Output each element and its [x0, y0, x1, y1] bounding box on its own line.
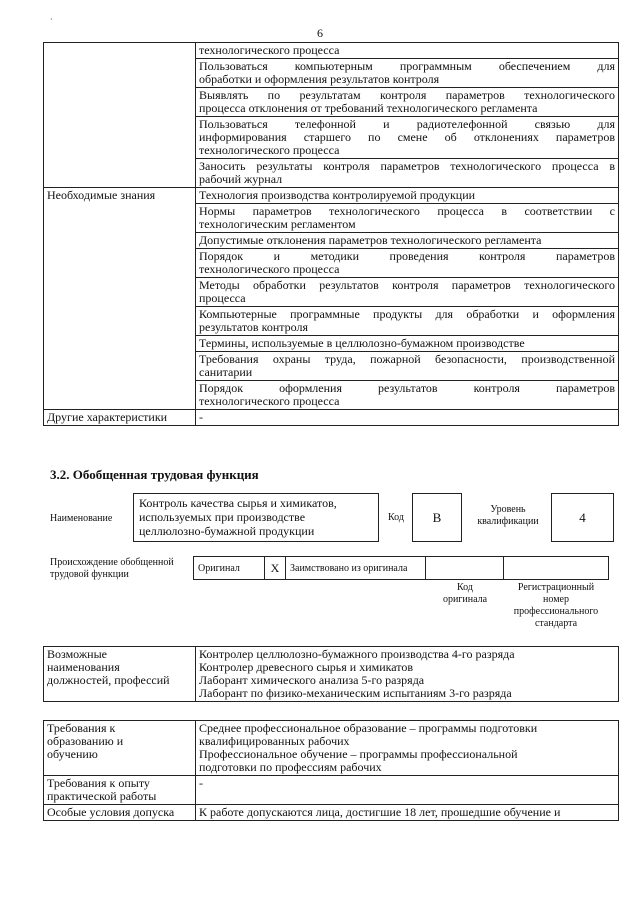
text-line: Методы обработки результатов контроля параметров технологического	[199, 278, 615, 292]
text-line: Профессиональное обучение – программы профессиональной	[199, 747, 518, 761]
row-value	[196, 336, 619, 352]
row-value	[196, 805, 619, 821]
text-line: Порядок оформления результатов контроля параметров	[199, 381, 615, 395]
row-value	[196, 117, 619, 159]
text-line: образованию и	[47, 734, 124, 748]
text-line: Нормы параметров технологического процесса в соответствии с	[199, 204, 615, 218]
function-name-line: Контроль качества сырья и химикатов,	[139, 496, 337, 510]
row-label: Другие характеристики	[44, 410, 196, 426]
function-name-line: используемых при производстве	[139, 510, 306, 524]
table-row	[44, 188, 619, 204]
text-line: процесса отклонения от требований технологического регламента	[199, 101, 538, 115]
original-code-caption	[434, 582, 496, 606]
row-value	[196, 233, 619, 249]
text-line: технологического процесса	[199, 394, 340, 408]
text-line: обучению	[47, 747, 98, 761]
row-label	[44, 805, 196, 821]
text-line: Заносить результаты контроля параметров технологического процесса в	[199, 159, 615, 173]
level-label	[468, 504, 548, 528]
positions-list	[196, 647, 619, 702]
table-row	[44, 410, 619, 426]
row-value	[196, 410, 619, 426]
code-value-box	[412, 493, 462, 542]
level-label-line: квалификации	[477, 516, 539, 527]
caption-line: Регистрационный	[517, 582, 595, 593]
text-line: практической работы	[47, 789, 157, 803]
skills-knowledge-table	[43, 42, 619, 426]
text-line: технологического процесса	[199, 43, 340, 57]
caption-line: оригинала	[442, 594, 488, 605]
row-value	[196, 43, 619, 59]
row-value	[196, 188, 619, 204]
text-line: технологического процесса	[199, 262, 340, 276]
origin-label-line: Происхождение обобщенной	[50, 557, 174, 568]
text-line: Особые условия допуска	[47, 805, 175, 819]
registration-number-caption	[503, 582, 609, 630]
text-line: технологическим регламентом	[199, 217, 356, 231]
text-line: Пользоваться компьютерным программным обеспечением для	[199, 59, 615, 73]
section-title: 3.2. Обобщенная трудовая функция	[50, 467, 259, 482]
positions-table	[43, 646, 619, 702]
text-line: Технология производства контролируемой продукции	[199, 188, 476, 202]
text-line: технологического процесса	[199, 143, 340, 157]
text-line: квалифицированных рабочих	[199, 734, 350, 748]
caption-line: стандарта	[534, 618, 578, 629]
original-code-cell	[426, 557, 504, 580]
row-value	[196, 249, 619, 278]
name-label: Наименование	[50, 513, 113, 524]
text-line: Требования к	[47, 721, 116, 735]
text-line: процесса	[199, 291, 246, 305]
text-line: Порядок и методики проведения контроля параметров	[199, 249, 615, 263]
row-value	[196, 59, 619, 88]
scan-dot: ·	[50, 15, 53, 24]
origin-label-line: трудовой функции	[50, 569, 129, 580]
position-item: Лаборант химического анализа 5-го разряда	[199, 673, 425, 687]
text-line: информирования старшего по смене об отклонениях параметров	[199, 130, 615, 144]
row-value	[196, 352, 619, 381]
table-row	[44, 805, 619, 821]
row-value	[196, 776, 619, 805]
text-line: -	[199, 776, 203, 790]
caption-line: профессионального	[513, 606, 599, 617]
table-row	[44, 43, 619, 59]
registration-number-cell	[504, 557, 609, 580]
position-item: Лаборант по физико-механическим испытаниям 3-го разряда	[199, 686, 512, 700]
caption-line: Код	[457, 582, 473, 593]
text-line: К работе допускаются лица, достигшие 18 лет, прошедшие обучение и	[199, 805, 561, 819]
text-line: Пользоваться телефонной и радиотелефонной связью для	[199, 117, 615, 131]
row-value	[196, 278, 619, 307]
function-name-box	[133, 493, 379, 542]
function-name-line: целлюлозно-бумажной продукции	[139, 524, 315, 538]
level-label-line: Уровень	[490, 504, 526, 515]
row-label	[44, 721, 196, 776]
level-value: 4	[579, 509, 586, 525]
text-line: Термины, используемые в целлюлозно-бумажном производстве	[199, 336, 525, 350]
text-line: Компьютерные программные продукты для обработки и оформления	[199, 307, 615, 321]
level-value-box	[551, 493, 614, 542]
row-label	[44, 43, 196, 188]
text-line: обработки и оформления результатов контроля	[199, 72, 440, 86]
text-line: Среднее профессиональное образование – программы подготовки	[199, 721, 538, 735]
row-value	[196, 721, 619, 776]
text-line: Требования охраны труда, пожарной безопасности, производственной	[199, 352, 615, 366]
text-line: результатов контроля	[199, 320, 308, 334]
table-row	[44, 721, 619, 776]
text-line: Требования к опыту	[47, 776, 150, 790]
positions-label	[44, 647, 196, 702]
code-value: В	[432, 509, 442, 525]
position-item: Контролер целлюлозно-бумажного производства 4-го разряда	[199, 647, 515, 661]
origin-table	[193, 556, 609, 580]
row-value	[196, 381, 619, 410]
table-row	[44, 776, 619, 805]
row-value	[196, 159, 619, 188]
text-line: Выявлять по результатам контроля параметров технологического	[199, 88, 615, 102]
text-line: подготовки по профессиям рабочих	[199, 760, 382, 774]
caption-line: номер	[543, 594, 569, 605]
original-label: Оригинал	[194, 557, 265, 580]
row-label	[44, 776, 196, 805]
row-value	[196, 204, 619, 233]
page-number: 6	[317, 26, 323, 40]
code-label: Код	[388, 512, 404, 523]
row-value	[196, 88, 619, 117]
row-label: Необходимые знания	[44, 188, 196, 410]
original-mark: X	[265, 557, 286, 580]
requirements-table	[43, 720, 619, 821]
label-line: должностей, профессий	[47, 673, 170, 687]
row-value	[196, 307, 619, 336]
text-line: рабочий журнал	[199, 172, 283, 186]
origin-label	[50, 557, 190, 581]
text-line: Допустимые отклонения параметров технологического регламента	[199, 233, 542, 247]
label-line: Возможные	[47, 647, 107, 661]
borrowed-label: Заимствовано из оригинала	[286, 557, 426, 580]
text-line: -	[199, 410, 203, 424]
position-item: Контролер древесного сырья и химикатов	[199, 660, 414, 674]
label-line: наименования	[47, 660, 120, 674]
text-line: санитарии	[199, 365, 253, 379]
